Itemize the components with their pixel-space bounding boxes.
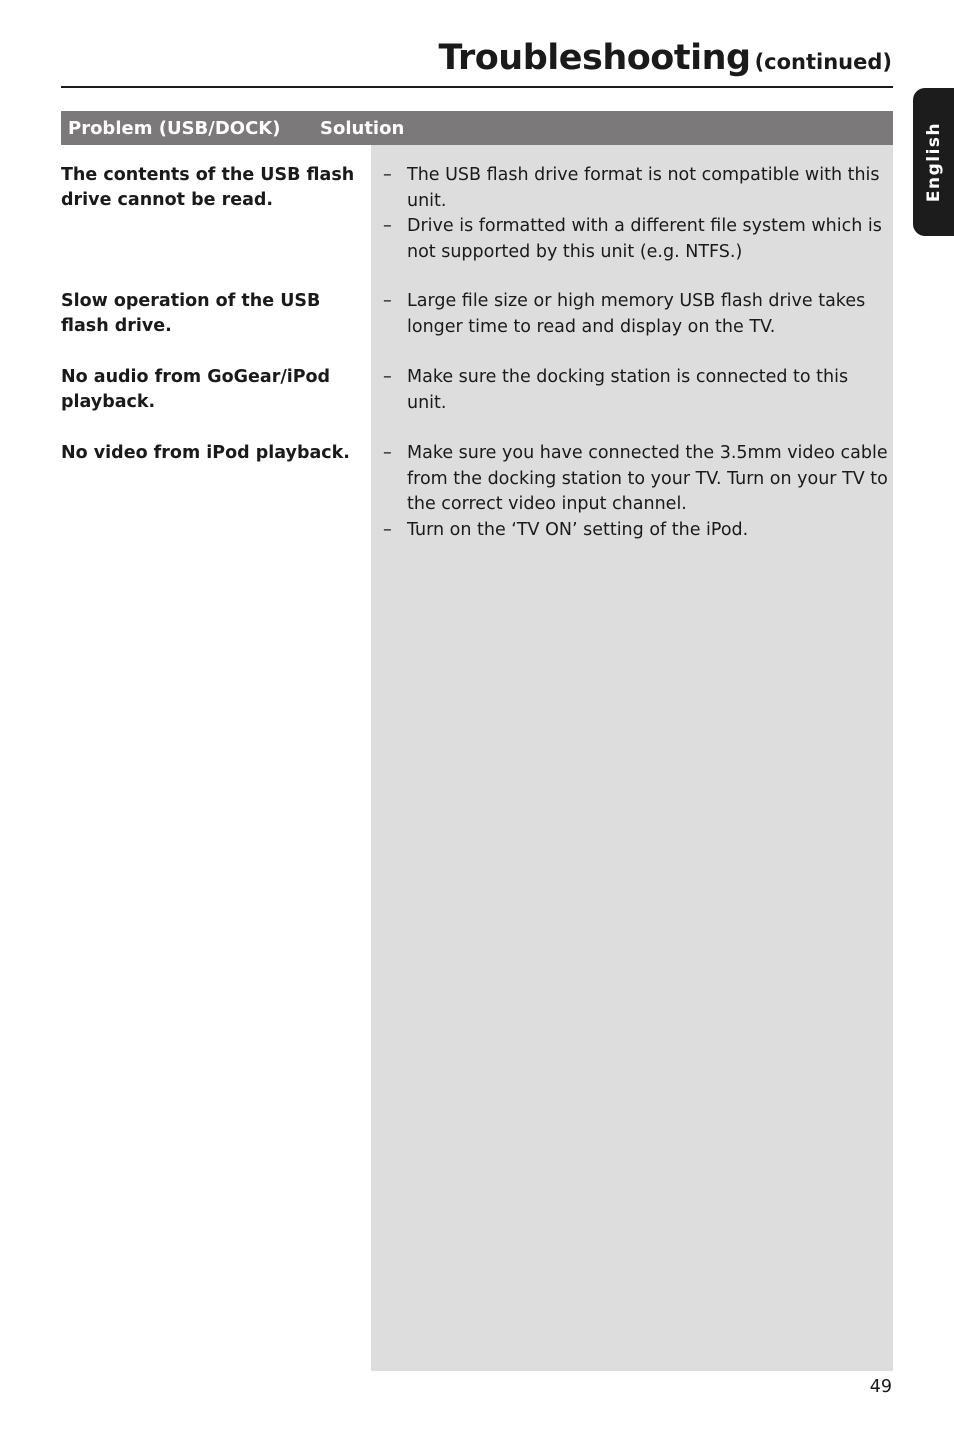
solution-list — [383, 441, 889, 543]
page-title-block — [438, 38, 892, 78]
solution-item — [383, 518, 889, 544]
dash-bullet: – — [383, 216, 392, 236]
title-rule — [61, 86, 893, 88]
problem-text: No video from iPod playback. — [61, 443, 350, 463]
table-header — [61, 111, 893, 145]
solution-text: Make sure the docking station is connected to this unit. — [407, 367, 849, 413]
column-header-problem: Problem (USB/DOCK) — [68, 118, 281, 139]
solution-text: Turn on the ‘TV ON’ setting of the iPod. — [407, 519, 749, 540]
solution-list — [383, 163, 889, 265]
dash-bullet: – — [383, 367, 392, 387]
solution-list — [383, 289, 889, 340]
page-number: 49 — [869, 1377, 892, 1397]
solution-text: The USB flash drive format is not compatible with this unit. — [407, 165, 880, 211]
solution-text: Make sure you have connected the 3.5mm video cable from the docking station to your TV. Turn on your TV to the correct video input channel. — [407, 443, 888, 514]
problem-text: Slow operation of the USB flash drive. — [61, 291, 321, 336]
dash-bullet: – — [383, 443, 392, 463]
dash-bullet: – — [383, 519, 392, 540]
dash-bullet: – — [383, 165, 392, 185]
solution-text: Large file size or high memory USB flash drive takes longer time to read and display on the TV. — [407, 291, 866, 337]
solution-item — [383, 365, 889, 416]
solution-item — [383, 214, 889, 265]
solution-item — [383, 163, 889, 214]
problem-text: The contents of the USB flash drive cannot be read. — [61, 165, 355, 210]
page-title: Troubleshooting — [438, 38, 751, 78]
language-tab — [913, 88, 954, 236]
column-header-solution: Solution — [320, 118, 405, 139]
solution-list — [383, 365, 889, 416]
language-tab-label: English — [923, 121, 944, 203]
dash-bullet: – — [383, 291, 392, 311]
page-subtitle: (continued) — [754, 50, 892, 74]
solution-text: Drive is formatted with a different file system which is not supported by this unit (e.g. NTFS.) — [407, 216, 882, 262]
problem-text: No audio from GoGear/iPod playback. — [61, 367, 331, 412]
solution-item — [383, 289, 889, 340]
solution-item — [383, 441, 889, 518]
